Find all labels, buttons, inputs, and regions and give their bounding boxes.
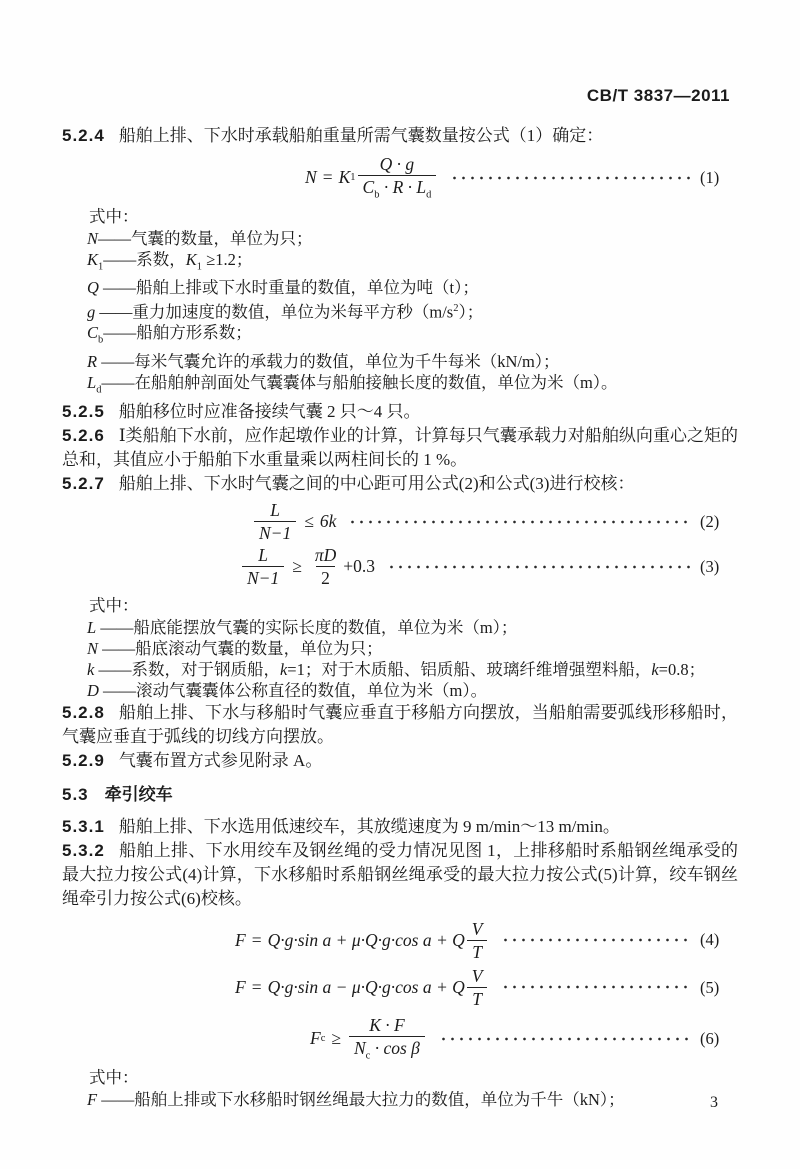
clause-number: 5.2.4 bbox=[62, 126, 105, 145]
document-header bbox=[587, 86, 730, 106]
variable-symbol: K bbox=[185, 249, 197, 269]
formula-coef: K bbox=[338, 167, 351, 188]
variable-symbol: L bbox=[87, 372, 97, 392]
document-content bbox=[62, 124, 738, 1110]
clause-text: 船舶上排、下水与移船时气囊应垂直于移船方向摆放，当船舶需要弧线形移船时，气囊应垂直于弧线的切线方向摆放。 bbox=[62, 702, 738, 746]
variable-text: b bbox=[98, 334, 104, 346]
clause-number: 5.3.2 bbox=[62, 840, 105, 860]
section-5-3-heading bbox=[62, 783, 738, 807]
clause-5-2-8 bbox=[62, 701, 738, 749]
clause-5-2-6 bbox=[62, 424, 738, 472]
clause-number: 5.2.7 bbox=[62, 474, 105, 494]
fraction-denominator bbox=[349, 1036, 425, 1063]
variable-definition bbox=[62, 228, 738, 249]
where-label: 式中： bbox=[89, 595, 139, 615]
fraction-numerator: V bbox=[471, 965, 483, 986]
variable-text: ——船舶方形系数； bbox=[103, 323, 252, 343]
variable-text: 1 bbox=[98, 260, 104, 272]
equation-number: (5) bbox=[700, 977, 720, 997]
variable-symbol: R bbox=[87, 351, 98, 371]
fraction bbox=[467, 919, 488, 962]
clause-text: 船舶移位时应准备接续气囊 2 只～4 只。 bbox=[118, 402, 421, 422]
formula-5 bbox=[62, 966, 738, 1009]
den-var: · R · L bbox=[379, 177, 427, 198]
formula-1 bbox=[62, 154, 738, 202]
page-number: 3 bbox=[710, 1094, 718, 1111]
variable-definition bbox=[62, 659, 738, 680]
variable-symbol: D bbox=[87, 680, 99, 700]
clause-number: 5.2.5 bbox=[62, 402, 105, 422]
fraction bbox=[242, 545, 284, 588]
variable-text: 2 bbox=[453, 302, 459, 314]
formula-lhs-sub: c bbox=[320, 1032, 326, 1044]
variable-text: ——系数，对于钢质船， bbox=[94, 659, 280, 679]
equation-number: (3) bbox=[700, 557, 720, 577]
variable-text: ——气囊的数量，单位为只； bbox=[98, 228, 313, 248]
clause-number: 5.2.8 bbox=[62, 702, 105, 722]
variable-definition bbox=[62, 249, 738, 277]
variable-definition bbox=[62, 1089, 738, 1110]
variable-symbol: N bbox=[87, 228, 99, 248]
formula-coef-sub: 1 bbox=[350, 171, 356, 183]
fraction-denominator: 2 bbox=[316, 566, 335, 588]
variable-definition bbox=[62, 638, 738, 659]
formula-6 bbox=[62, 1015, 738, 1063]
clause-text: 船舶上排、下水时承载船舶重量所需气囊数量按公式（1）确定： bbox=[118, 126, 604, 145]
variable-definition bbox=[62, 322, 738, 350]
formula-math bbox=[252, 500, 336, 543]
equation-number: (6) bbox=[700, 1029, 720, 1049]
equation-number: (4) bbox=[700, 930, 720, 950]
dot-leader bbox=[450, 173, 690, 183]
clause-5-3-2 bbox=[62, 839, 738, 911]
variable-definition bbox=[62, 680, 738, 701]
variable-symbol: Q bbox=[87, 277, 99, 297]
formula-math bbox=[235, 919, 489, 962]
equation-number: (2) bbox=[700, 511, 720, 531]
formula-tail: +0.3 bbox=[343, 556, 375, 577]
equation-number: (1) bbox=[700, 167, 720, 187]
clause-5-2-7 bbox=[62, 472, 738, 496]
where-label: 式中： bbox=[89, 1067, 139, 1087]
clause-5-2-5 bbox=[62, 400, 738, 424]
fraction-numerator: L bbox=[258, 545, 268, 566]
clause-number: 5.2.9 bbox=[62, 750, 105, 770]
variable-text: d bbox=[96, 384, 102, 396]
variable-symbol: C bbox=[87, 323, 99, 343]
variable-text: ——船底滚动气囊的数量，单位为只； bbox=[98, 638, 383, 658]
formula-body: Q·g·sin a + μ·Q·g·cos a + Q bbox=[267, 929, 465, 950]
formula-lhs: N bbox=[305, 167, 317, 188]
variable-text: ——每米气囊允许的承载力的数值，单位为千牛每米（kN/m）； bbox=[97, 351, 560, 371]
variable-text: ——船底能摆放气囊的实际长度的数值，单位为米（m）； bbox=[96, 617, 518, 637]
den-var: N bbox=[353, 1038, 366, 1059]
variable-text: ——系数， bbox=[103, 249, 186, 269]
equals-sign: = bbox=[251, 929, 262, 950]
variable-text: ——船舶上排或下水移船时钢丝绳最大拉力的数值，单位为千牛（kN）； bbox=[97, 1089, 625, 1109]
fraction bbox=[467, 966, 488, 1009]
clause-text: 船舶上排、下水选用低速绞车，其放缆速度为 9 m/min～13 m/min。 bbox=[118, 816, 620, 836]
section-title: 牵引绞车 bbox=[104, 784, 173, 804]
fraction-denominator: T bbox=[467, 987, 487, 1009]
clause-text: 船舶上排、下水时气囊之间的中心距可用公式(2)和公式(3)进行校核： bbox=[118, 474, 635, 494]
formula-2 bbox=[62, 500, 738, 543]
variable-symbol: k bbox=[651, 659, 659, 679]
variable-symbol: L bbox=[87, 617, 97, 637]
dot-leader bbox=[348, 517, 690, 527]
den-sub: c bbox=[365, 1050, 371, 1062]
variable-definition bbox=[62, 617, 738, 638]
clause-number: 5.3.1 bbox=[62, 816, 105, 836]
dot-leader bbox=[439, 1034, 690, 1044]
variable-text: ——船舶上排或下水时重量的数值，单位为吨（t）； bbox=[98, 277, 479, 297]
fraction-numerator: V bbox=[471, 918, 483, 939]
variable-symbol: F bbox=[87, 1089, 98, 1109]
fraction-denominator: N−1 bbox=[254, 521, 296, 543]
variable-text: ）； bbox=[458, 302, 484, 322]
dot-leader bbox=[501, 935, 690, 945]
fraction-denominator bbox=[358, 175, 437, 202]
variable-text: =0.8； bbox=[658, 659, 706, 679]
clause-text: 船舶上排、下水用绞车及钢丝绳的受力情况见图 1，上排移船时系船钢丝绳承受的最大拉力按公式(4)计算，下水移船时系船钢丝绳承受的最大拉力按公式(5)计算，绞车钢丝绳牵引力按公式(6)校核。 bbox=[62, 840, 738, 908]
den-var: C bbox=[362, 177, 375, 198]
formula-lhs: F bbox=[235, 976, 246, 997]
relation-sign: ≥ bbox=[331, 1028, 341, 1049]
formula-math bbox=[235, 966, 489, 1009]
fraction bbox=[349, 1015, 425, 1063]
clause-text: Ⅰ类船舶下水前，应作起墩作业的计算，计算每只气囊承载力对船舶纵向重心之矩的总和，其值应小于船舶下水重量乘以两柱间长的 1 %。 bbox=[62, 426, 738, 470]
clause-text: 气囊布置方式参见附录 A。 bbox=[118, 750, 323, 770]
variable-definition bbox=[62, 277, 738, 298]
variable-definition bbox=[62, 298, 738, 323]
clause-number: 5.2.6 bbox=[62, 426, 105, 446]
den-sub: d bbox=[426, 189, 432, 201]
variable-symbol: k bbox=[279, 659, 288, 679]
variable-definition bbox=[62, 372, 738, 400]
where-label: 式中： bbox=[89, 206, 139, 226]
formula-math bbox=[310, 1015, 427, 1063]
formula-lhs: F bbox=[310, 1028, 321, 1049]
formula-rhs: 6k bbox=[319, 511, 337, 532]
den-sub: b bbox=[374, 189, 380, 201]
fraction-denominator: N−1 bbox=[242, 566, 284, 588]
formula-lhs: F bbox=[235, 929, 246, 950]
variable-list-1 bbox=[62, 228, 738, 400]
fraction bbox=[358, 154, 437, 202]
variable-symbol: g bbox=[87, 302, 96, 322]
formula-math bbox=[305, 154, 438, 202]
relation-sign: ≥ bbox=[292, 556, 302, 577]
variable-definition bbox=[62, 351, 738, 372]
variable-symbol: k bbox=[87, 659, 95, 679]
den-var: · cos β bbox=[370, 1038, 420, 1059]
variable-list-3 bbox=[62, 1089, 738, 1110]
clause-5-2-4 bbox=[62, 124, 738, 148]
variable-text: ——在船舶舯剖面处气囊囊体与船舶接触长度的数值，单位为米（m）。 bbox=[101, 372, 618, 392]
variable-symbol: K bbox=[87, 249, 99, 269]
formula-4 bbox=[62, 919, 738, 962]
variable-text: 1 bbox=[196, 260, 203, 272]
variable-text: ——滚动气囊囊体公称直径的数值，单位为米（m）。 bbox=[98, 680, 488, 700]
equals-sign: = bbox=[251, 976, 262, 997]
fraction-numerator: L bbox=[270, 500, 280, 521]
fraction-numerator: πD bbox=[314, 545, 337, 566]
formula-math bbox=[240, 545, 375, 588]
section-number: 5.3 bbox=[62, 784, 89, 804]
fraction-numerator: K · F bbox=[369, 1015, 405, 1036]
dot-leader bbox=[501, 982, 690, 992]
variable-text: ≥1.2； bbox=[202, 249, 253, 269]
fraction bbox=[254, 500, 296, 543]
formula-3 bbox=[62, 545, 738, 588]
variable-text: =1；对于木质船、铝质船、玻璃纤维增强塑料船， bbox=[287, 659, 652, 679]
variable-list-2 bbox=[62, 617, 738, 701]
formula-body: Q·g·sin a − μ·Q·g·cos a + Q bbox=[267, 976, 465, 997]
equals-sign: = bbox=[322, 167, 333, 188]
dot-leader bbox=[387, 562, 690, 572]
clause-5-3-1 bbox=[62, 815, 738, 839]
clause-5-2-9 bbox=[62, 749, 738, 773]
fraction-numerator: Q · g bbox=[379, 154, 415, 174]
variable-symbol: N bbox=[87, 638, 99, 658]
fraction-denominator: T bbox=[467, 940, 487, 962]
variable-text: ——重力加速度的数值，单位为米每平方秒（m/s bbox=[95, 302, 454, 322]
fraction bbox=[310, 545, 341, 588]
standard-code: CB/T 3837—2011 bbox=[586, 86, 730, 105]
relation-sign: ≤ bbox=[304, 511, 314, 532]
